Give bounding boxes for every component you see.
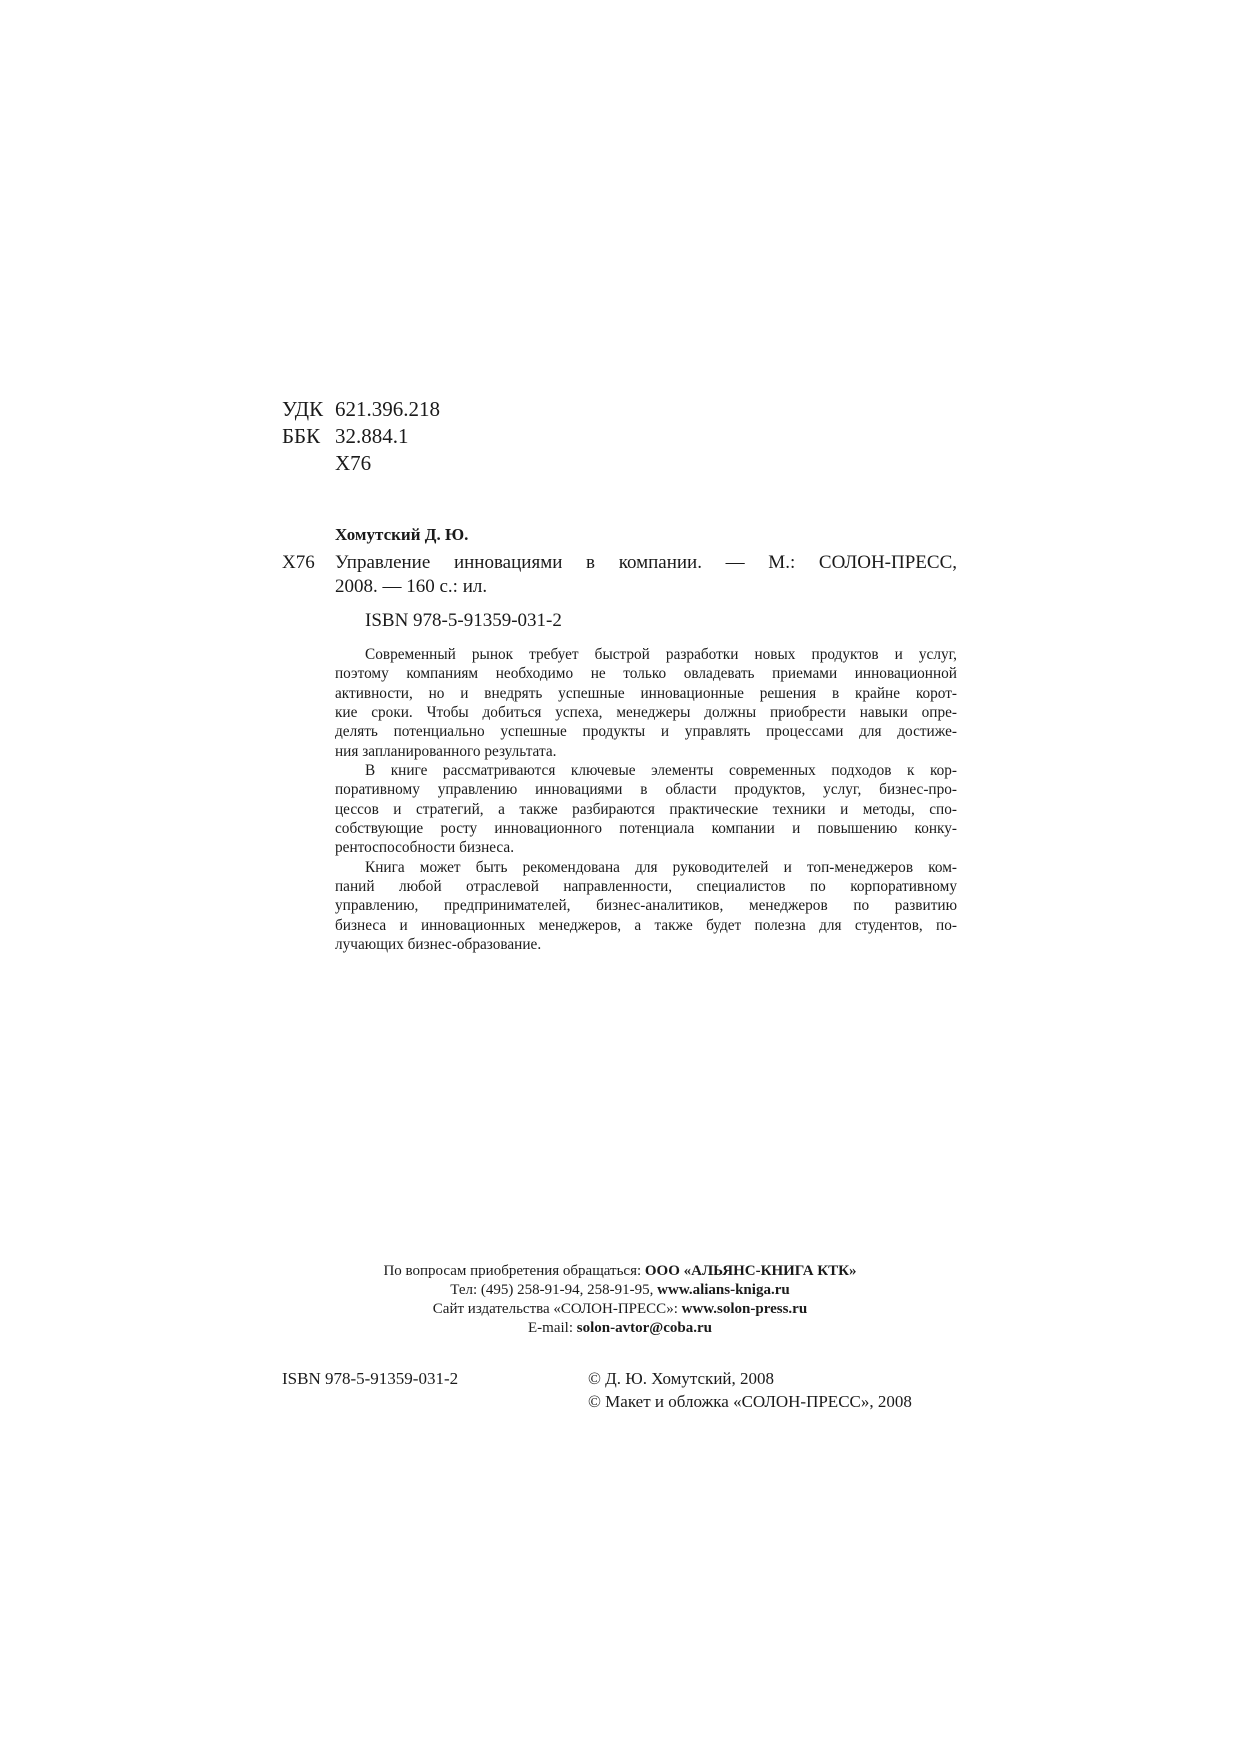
author-name: Хомутский Д. Ю. bbox=[335, 525, 469, 544]
bibliographic-publication-line: 2008. — 160 с.: ил. bbox=[335, 576, 488, 597]
publisher-website-link[interactable]: www.solon-press.ru bbox=[681, 1301, 808, 1317]
phone-numbers: Тел: (495) 258-91-94, 258-91-95, bbox=[450, 1282, 654, 1298]
annotation bbox=[335, 645, 957, 955]
annotation-line: рентоспособности бизнеса. bbox=[335, 839, 515, 857]
annotation-line: Книга может быть рекомендована для руководителей и топ-менеджеров ком- bbox=[365, 858, 957, 876]
bbk-value: 32.884.1 bbox=[335, 424, 409, 448]
purchase-contact-text: По вопросам приобретения обращаться: bbox=[383, 1263, 642, 1279]
phone-contact-line bbox=[0, 1281, 1240, 1300]
email-line bbox=[0, 1319, 1240, 1338]
udk-value: 621.396.218 bbox=[335, 397, 440, 421]
publisher-site-label: Сайт издательства «СОЛОН-ПРЕСС»: bbox=[432, 1301, 678, 1317]
udk-label: УДК bbox=[282, 397, 324, 421]
annotation-line: цессов и стратегий, а также разбираются практические техники и методы, спо- bbox=[335, 800, 957, 818]
annotation-line: бизнеса и инновационных менеджеров, а также будет полезна для студентов, по- bbox=[335, 916, 957, 934]
annotation-line: собствующие росту инновационного потенциала компании и повышению конку- bbox=[335, 820, 957, 838]
annotation-line: активности, но и внедрять успешные инновационные решения в крайне корот- bbox=[335, 684, 957, 702]
publisher-site-line bbox=[0, 1300, 1240, 1319]
email-link[interactable]: solon-avtor@coba.ru bbox=[576, 1320, 712, 1336]
annotation-line: Современный рынок требует быстрой разработки новых продуктов и услуг, bbox=[365, 646, 957, 663]
author-sign: Х76 bbox=[335, 451, 372, 475]
author-sign-code: Х76 bbox=[282, 552, 315, 573]
annotation-line: В книге рассматриваются ключевые элементы современных подходов к кор- bbox=[365, 762, 957, 780]
purchase-contact-line bbox=[0, 1262, 1240, 1281]
annotation-line: поэтому компаниям необходимо не только овладевать приемами инновационной bbox=[335, 665, 957, 683]
distributor-name: ООО «АЛЬЯНС-КНИГА КТК» bbox=[644, 1263, 857, 1279]
annotation-line: лучающих бизнес-образование. bbox=[335, 936, 542, 954]
copyright-layout: © Макет и обложка «СОЛОН-ПРЕСС», 2008 bbox=[588, 1392, 912, 1411]
annotation-line: кие сроки. Чтобы добиться успеха, менеджеры должны приобрести навыки опре- bbox=[335, 704, 957, 722]
annotation-line: ния запланированного результата. bbox=[335, 742, 557, 760]
isbn-record: ISBN 978-5-91359-031-2 bbox=[365, 610, 562, 631]
annotation-line: управлению, предпринимателей, бизнес-аналитиков, менеджеров по развитию bbox=[335, 897, 957, 915]
bibliographic-title-line: Управление инновациями в компании. — М.: СОЛОН-ПРЕСС, bbox=[335, 552, 957, 573]
annotation-line: делять потенциально успешные продукты и управлять процессами для достиже- bbox=[335, 723, 957, 741]
copyright-author: © Д. Ю. Хомутский, 2008 bbox=[588, 1369, 775, 1388]
annotation-line: поративному управлению инновациями в области продуктов, услуг, бизнес-про- bbox=[335, 781, 957, 799]
annotation-line: паний любой отраслевой направленности, специалистов по корпоративному bbox=[335, 878, 957, 896]
email-label: E-mail: bbox=[528, 1320, 574, 1336]
isbn-footer: ISBN 978-5-91359-031-2 bbox=[282, 1369, 459, 1388]
bbk-label: ББК bbox=[282, 424, 321, 448]
distributor-website-link[interactable]: www.alians-kniga.ru bbox=[657, 1282, 790, 1298]
